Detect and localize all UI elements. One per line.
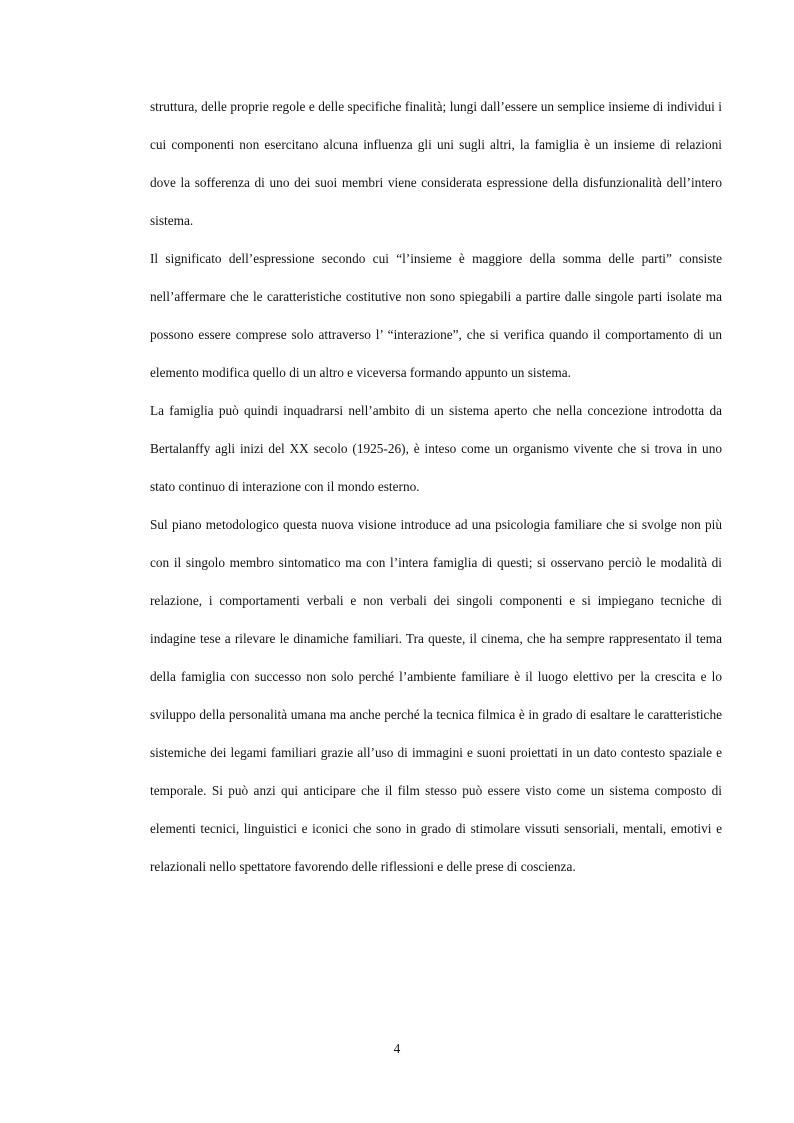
paragraph-3: La famiglia può quindi inquadrarsi nell’ambito di un sistema aperto che nella concezione introdotta da Bertalanffy agli inizi del XX secolo (1925-26), è inteso come un organismo vivente che si trova in uno stato continuo di interazione con il mondo esterno. [150,403,722,494]
paragraph-4: Sul piano metodologico questa nuova visione introduce ad una psicologia familiare che si svolge non più con il singolo membro sintomatico ma con l’intera famiglia di questi; si osservano perciò le modalità di relazione, i comportamenti verbali e non verbali dei singoli componenti e si impiegano tecniche di indagine tese a rilevare le dinamiche familiari. Tra queste, il cinema, che ha sempre rappresentato il tema della famiglia con successo non solo perché l’ambiente familiare è il luogo elettivo per la crescita e lo sviluppo della personalità umana ma anche perché la tecnica filmica è in grado di esaltare le caratteristiche sistemiche dei legami familiari grazie all’uso di immagini e suoni proiettati in un dato contesto spaziale e temporale. Si può anzi qui anticipare che il film stesso può essere visto come un sistema composto di elementi tecnici, linguistici e iconici che sono in grado di stimolare vissuti sensoriali, mentali, emotivi e relazionali nello spettatore favorendo delle riflessioni e delle prese di coscienza. [150,517,722,874]
paragraph-2: Il significato dell’espressione secondo cui “l’insieme è maggiore della somma delle parti” consiste nell’affermare che le caratteristiche costitutive non sono spiegabili a partire dalle singole parti isolate ma possono essere comprese solo attraverso l’ “interazione”, che si verifica quando il comportamento di un elemento modifica quello di un altro e viceversa formando appunto un sistema. [150,251,722,380]
page-number: 4 [393,1041,401,1056]
document-body [150,88,722,886]
paragraph-1: struttura, delle proprie regole e delle specifiche finalità; lungi dall’essere un semplice insieme di individui i cui componenti non esercitano alcuna influenza gli uni sugli altri, la famiglia è un insieme di relazioni dove la sofferenza di uno dei suoi membri viene considerata espressione della disfunzionalità dell’intero sistema. [150,99,722,228]
